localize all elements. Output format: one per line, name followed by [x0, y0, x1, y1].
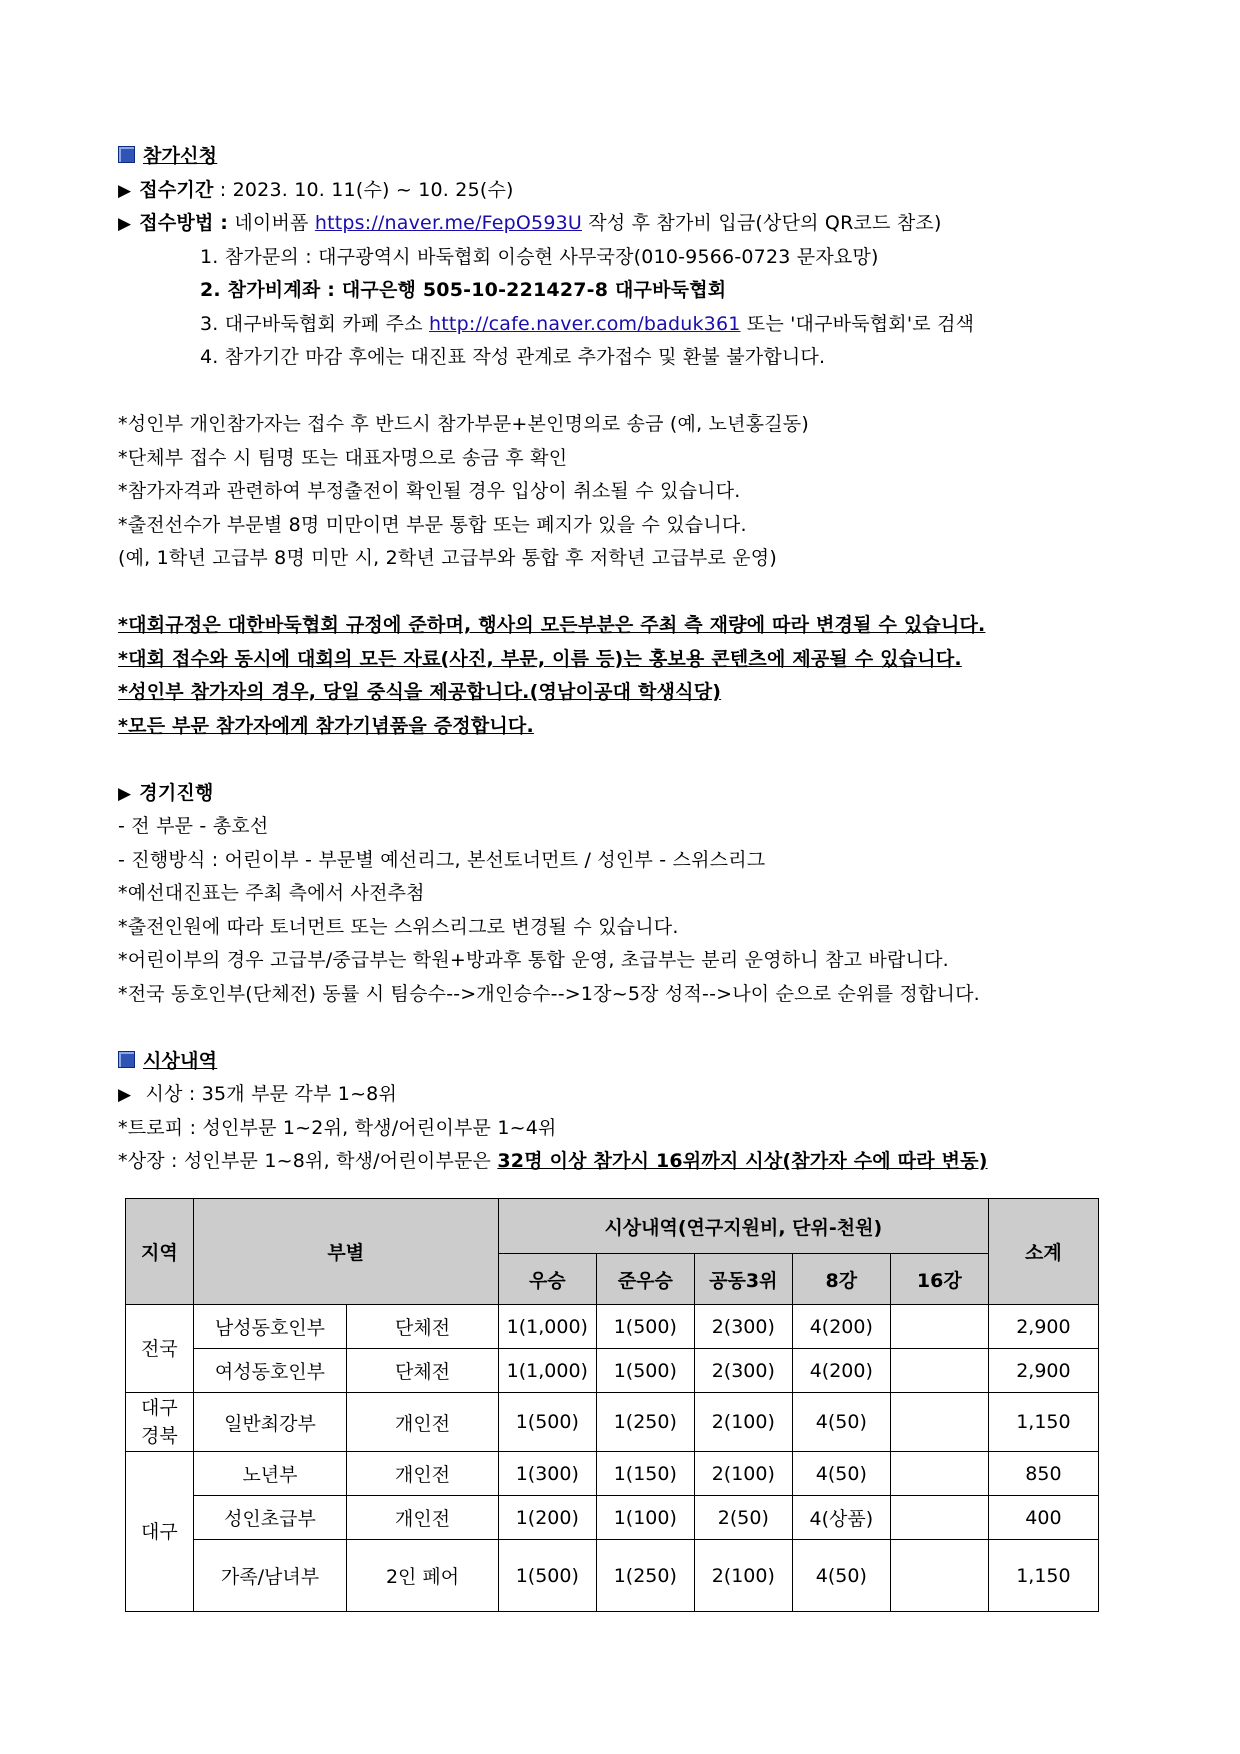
- type-cell: 단체전: [347, 1349, 499, 1393]
- header-division: 부별: [193, 1199, 498, 1305]
- value-cell: 2(50): [694, 1496, 792, 1540]
- apply-method: ▶ 접수방법 : 네이버폼 https://naver.me/FepO593U 작성 후 참가비 입금(상단의 QR코드 참조): [118, 207, 1128, 241]
- value-cell: [890, 1496, 988, 1540]
- value-cell: [890, 1540, 988, 1612]
- awards-heading: 시상내역: [118, 1045, 1128, 1079]
- division-cell: 성인초급부: [193, 1496, 347, 1540]
- value-cell: [890, 1349, 988, 1393]
- value-cell: [890, 1305, 988, 1349]
- value-cell: 1(500): [596, 1305, 694, 1349]
- table-row: [126, 1496, 1099, 1540]
- value-cell: [890, 1393, 988, 1452]
- division-cell: 남성동호인부: [193, 1305, 347, 1349]
- value-cell: 1(1,000): [498, 1349, 596, 1393]
- value-cell: 1(100): [596, 1496, 694, 1540]
- progress-line: *출전인원에 따라 토너먼트 또는 스위스리그로 변경될 수 있습니다.: [118, 915, 679, 938]
- note-line: (예, 1학년 고급부 8명 미만 시, 2학년 고급부와 통합 후 저학년 고급부로 운영): [118, 547, 777, 569]
- naver-form-link[interactable]: https://naver.me/FepO593U: [314, 212, 583, 234]
- progress-line: *예선대진표는 주최 측에서 사전추첨: [118, 882, 425, 904]
- bold-note-line: *모든 부문 참가자에게 참가기념품을 증정합니다.: [118, 714, 534, 737]
- table-row: [126, 1349, 1099, 1393]
- header-region: 지역: [126, 1199, 194, 1305]
- value-cell: 1(200): [498, 1496, 596, 1540]
- total-cell: 400: [988, 1496, 1098, 1540]
- apply-item-cafe: 3. 대구바둑협회 카페 주소 http://cafe.naver.com/baduk361 또는 '대구바둑협회'로 검색: [200, 312, 975, 335]
- header-col: 16강: [890, 1254, 988, 1305]
- triangle-bullet-icon: ▶: [118, 180, 132, 201]
- apply-item-deadline: 4. 참가기간 마감 후에는 대진표 작성 관계로 추가접수 및 환불 불가합니다.: [200, 346, 826, 368]
- table-row: [126, 1452, 1099, 1496]
- type-cell: 개인전: [347, 1496, 499, 1540]
- value-cell: 2(300): [694, 1349, 792, 1393]
- document-body: [118, 140, 1128, 1179]
- value-cell: 2(100): [694, 1540, 792, 1612]
- value-cell: 1(250): [596, 1540, 694, 1612]
- progress-line: - 진행방식 : 어린이부 - 부문별 예선리그, 본선토너먼트 / 성인부 - 스위스리그: [118, 848, 766, 871]
- apply-heading: 참가신청: [118, 140, 1128, 174]
- value-cell: 2(100): [694, 1393, 792, 1452]
- triangle-bullet-icon: ▶: [118, 214, 132, 234]
- value-cell: [890, 1452, 988, 1496]
- region-cell: 대구 경북: [126, 1393, 194, 1452]
- progress-line: *어린이부의 경우 고급부/중급부는 학원+방과후 통합 운영, 초급부는 분리 운영하니 참고 바랍니다.: [118, 949, 949, 971]
- header-col: 준우승: [596, 1254, 694, 1305]
- value-cell: 1(500): [596, 1349, 694, 1393]
- division-cell: 일반최강부: [193, 1393, 347, 1452]
- value-cell: 1(250): [596, 1393, 694, 1452]
- apply-item-inquiry: 1. 참가문의 : 대구광역시 바둑협회 이승현 사무국장(010-9566-0723 문자요망): [200, 245, 879, 268]
- value-cell: 2(300): [694, 1305, 792, 1349]
- progress-heading: ▶ 경기진행: [118, 777, 1128, 811]
- value-cell: 4(50): [792, 1540, 890, 1612]
- type-cell: 개인전: [347, 1393, 499, 1452]
- total-cell: 2,900: [988, 1305, 1098, 1349]
- value-cell: 1(1,000): [498, 1305, 596, 1349]
- header-prize: 시상내역(연구지원비, 단위-천원): [498, 1199, 988, 1254]
- awards-table: [125, 1198, 1099, 1612]
- bold-note-line: *대회규정은 대한바둑협회 규정에 준하며, 행사의 모든부분은 주최 측 재량에 따라 변경될 수 있습니다.: [118, 614, 986, 636]
- value-cell: 4(200): [792, 1349, 890, 1393]
- division-cell: 여성동호인부: [193, 1349, 347, 1393]
- header-col: 우승: [498, 1254, 596, 1305]
- header-total: 소계: [988, 1199, 1098, 1305]
- value-cell: 4(50): [792, 1393, 890, 1452]
- table-row: [126, 1305, 1099, 1349]
- value-cell: 2(100): [694, 1452, 792, 1496]
- note-line: *단체부 접수 시 팀명 또는 대표자명으로 송금 후 확인: [118, 446, 568, 469]
- triangle-bullet-icon: ▶: [118, 1085, 132, 1105]
- value-cell: 1(500): [498, 1540, 596, 1612]
- header-col: 공동3위: [694, 1254, 792, 1305]
- blue-square-icon: [118, 1051, 135, 1068]
- cafe-link[interactable]: http://cafe.naver.com/baduk361: [429, 312, 741, 335]
- awards-line: *상장 : 성인부문 1~8위, 학생/어린이부문은 32명 이상 참가시 16위까지 시상(참가자 수에 따라 변동): [118, 1150, 988, 1172]
- total-cell: 2,900: [988, 1349, 1098, 1393]
- bold-note-line: *대회 접수와 동시에 대회의 모든 자료(사진, 부문, 이름 등)는 홍보용 콘텐츠에 제공될 수 있습니다.: [118, 647, 962, 670]
- value-cell: 4(50): [792, 1452, 890, 1496]
- apply-item-account: 2. 참가비계좌 : 대구은행 505-10-221427-8 대구바둑협회: [200, 279, 727, 301]
- type-cell: 개인전: [347, 1452, 499, 1496]
- type-cell: 2인 페어: [347, 1540, 499, 1612]
- header-col: 8강: [792, 1254, 890, 1305]
- total-cell: 1,150: [988, 1393, 1098, 1452]
- progress-line: - 전 부문 - 총호선: [118, 815, 269, 837]
- division-cell: 가족/남녀부: [193, 1540, 347, 1612]
- total-cell: 850: [988, 1452, 1098, 1496]
- apply-period: ▶ 접수기간 : 2023. 10. 11(수) ~ 10. 25(수): [118, 174, 1128, 208]
- type-cell: 단체전: [347, 1305, 499, 1349]
- awards-line: ▶ 시상 : 35개 부문 각부 1~8위: [118, 1078, 1128, 1112]
- table-row: [126, 1393, 1099, 1452]
- bold-note-line: *성인부 참가자의 경우, 당일 중식을 제공합니다.(영남이공대 학생식당): [118, 681, 722, 703]
- region-cell: 대구: [126, 1452, 194, 1612]
- note-line: *참가자격과 관련하여 부정출전이 확인될 경우 입상이 취소될 수 있습니다.: [118, 480, 741, 502]
- region-cell: 전국: [126, 1305, 194, 1393]
- value-cell: 1(300): [498, 1452, 596, 1496]
- value-cell: 4(200): [792, 1305, 890, 1349]
- blue-square-icon: [118, 146, 135, 163]
- progress-line: *전국 동호인부(단체전) 동률 시 팀승수-->개인승수-->1장~5장 성적-->나이 순으로 순위를 정합니다.: [118, 982, 980, 1005]
- total-cell: 1,150: [988, 1540, 1098, 1612]
- note-line: *출전선수가 부문별 8명 미만이면 부문 통합 또는 폐지가 있을 수 있습니다.: [118, 513, 747, 536]
- triangle-bullet-icon: ▶: [118, 783, 132, 804]
- value-cell: 4(상품): [792, 1496, 890, 1540]
- value-cell: 1(150): [596, 1452, 694, 1496]
- awards-line: *트로피 : 성인부문 1~2위, 학생/어린이부문 1~4위: [118, 1116, 557, 1139]
- division-cell: 노년부: [193, 1452, 347, 1496]
- value-cell: 1(500): [498, 1393, 596, 1452]
- table-row: [126, 1540, 1099, 1612]
- note-line: *성인부 개인참가자는 접수 후 반드시 참가부문+본인명의로 송금 (예, 노년홍길동): [118, 413, 809, 435]
